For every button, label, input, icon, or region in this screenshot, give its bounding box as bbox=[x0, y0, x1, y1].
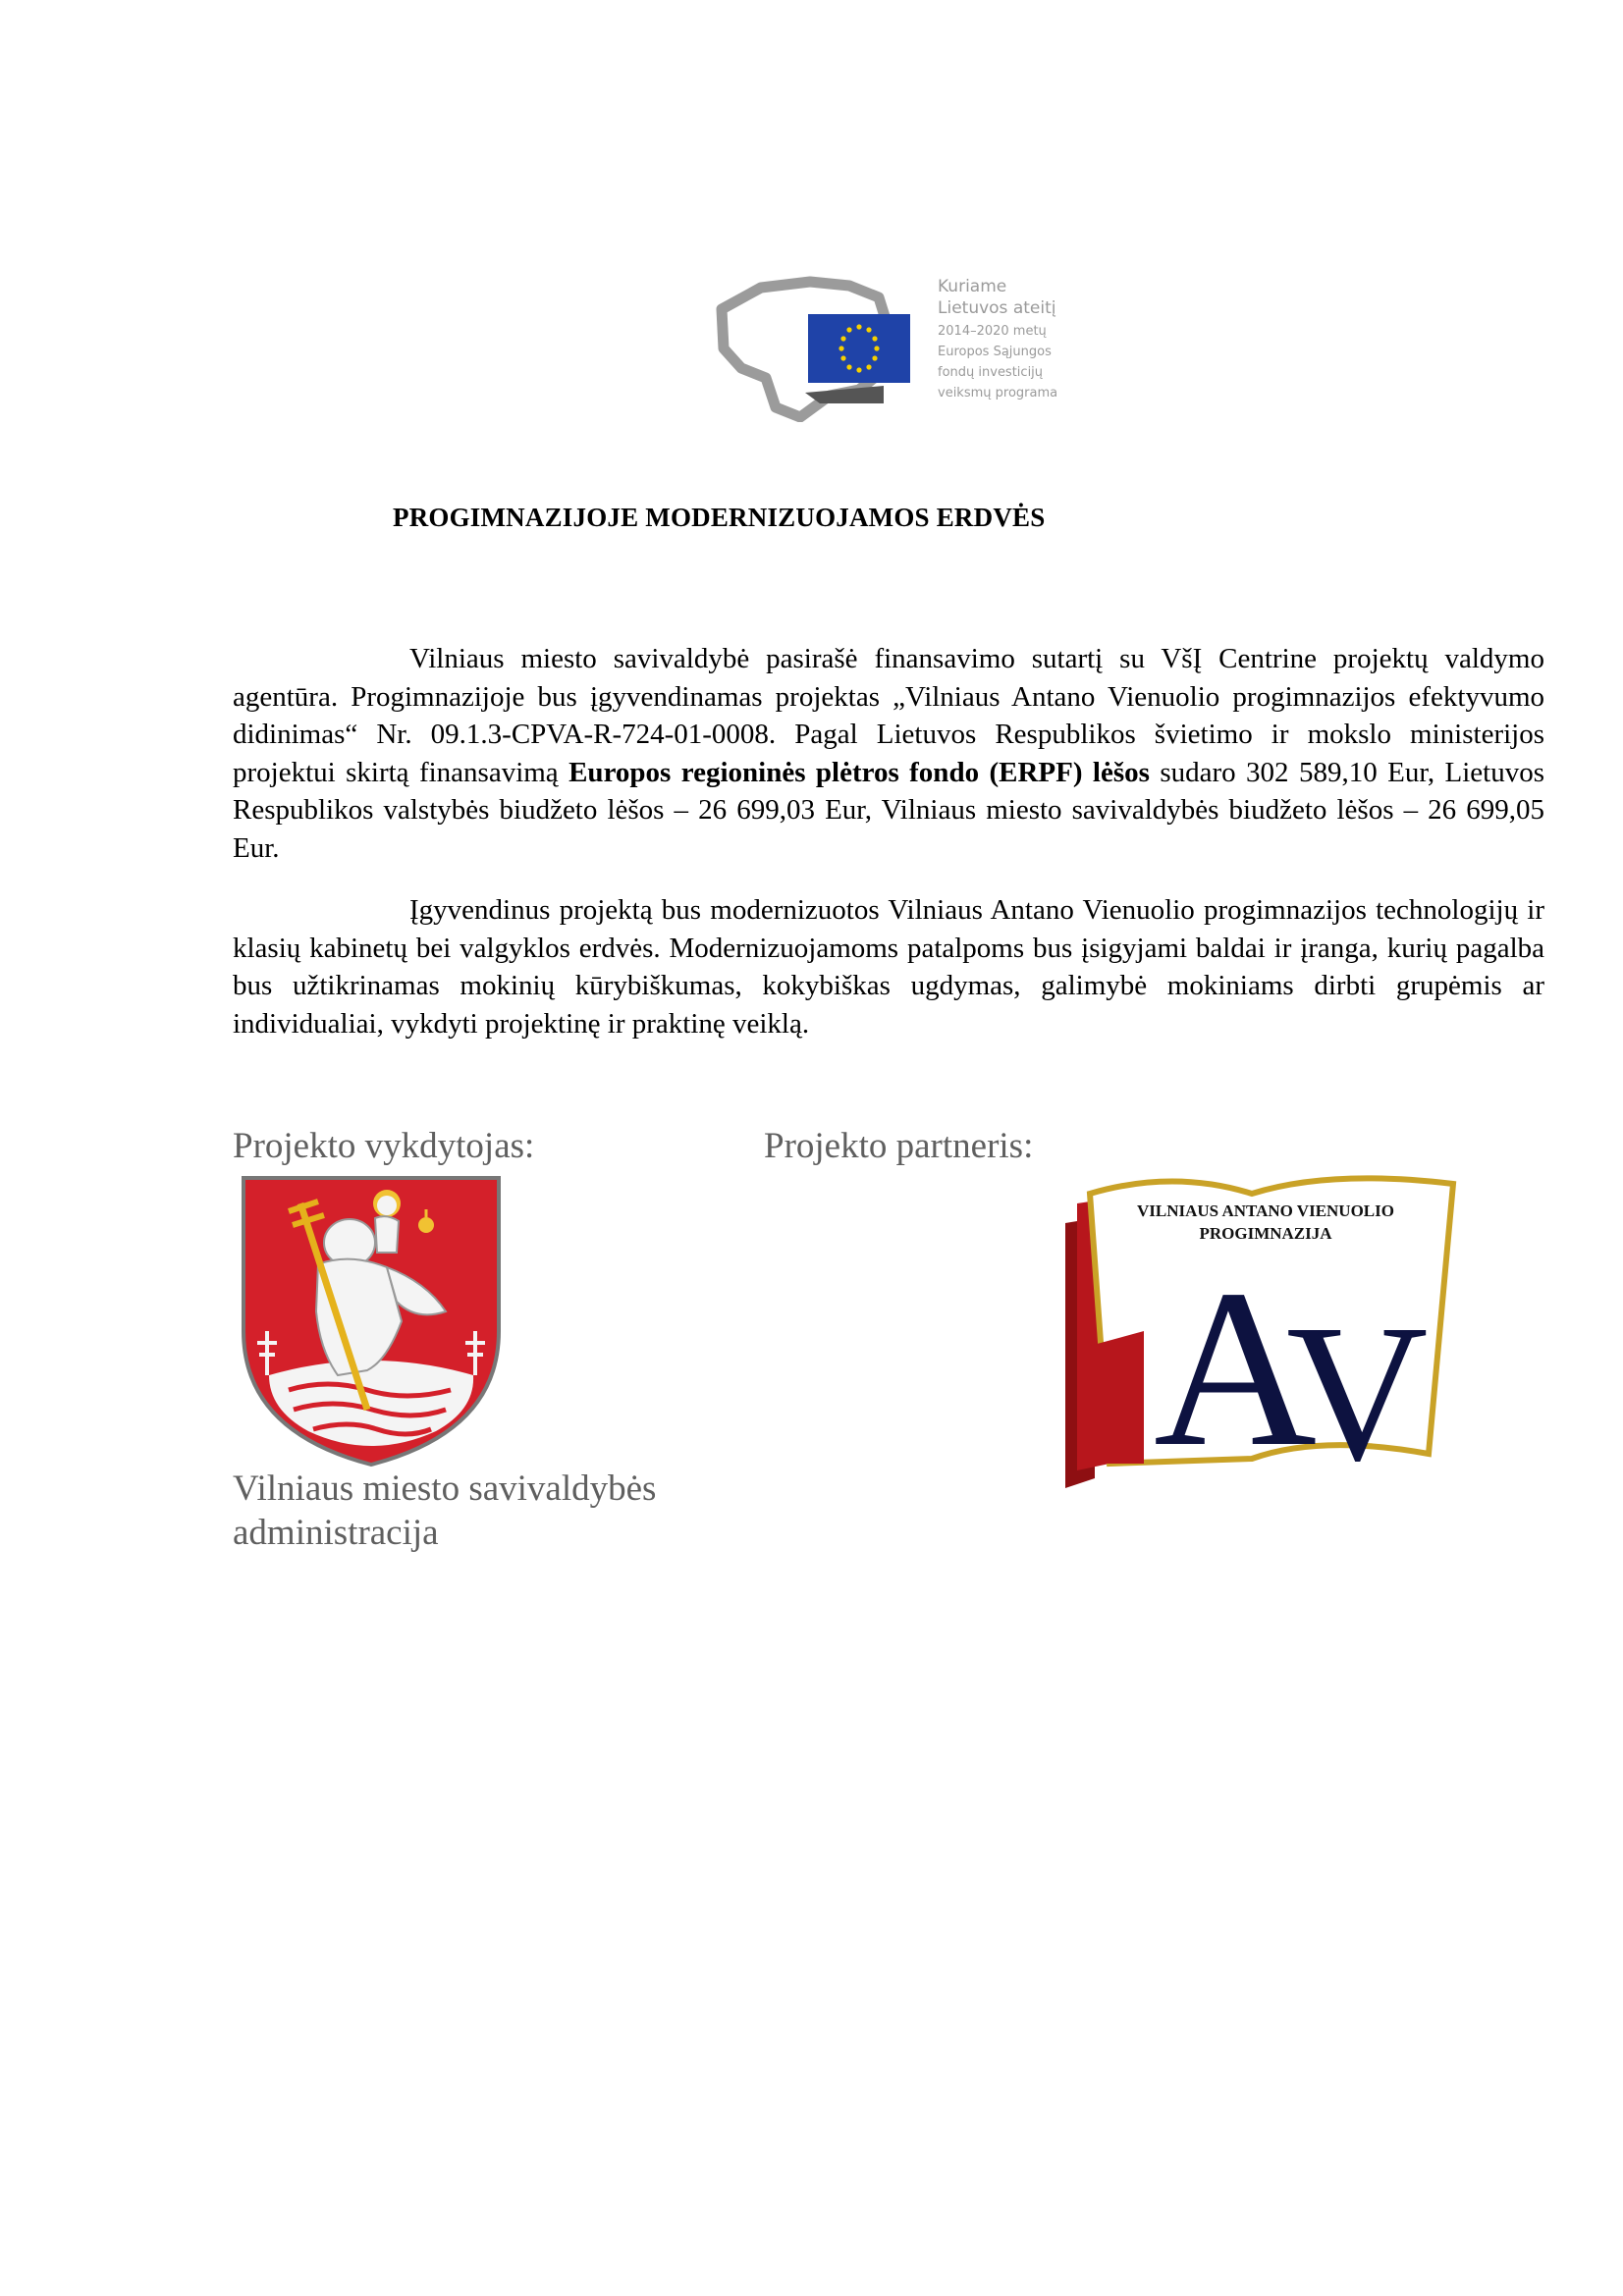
eu-logo-line2: Lietuvos ateitį bbox=[938, 298, 1056, 318]
paragraph-modernization: Įgyvendinus projektą bus modernizuotos Vilniaus Antano Vienuolio progimnazijos technologijų ir klasių kabinetų bei valgyklos erdvės. Modernizuojamoms patalpoms bus įsigyjami baldai ir įranga, kurių pagalba bus užtikrinamas mokinių kūrybiškumas, kokybiškas ugdymas, galimybė mokiniams dirbti grupėmis ar individualiai, vykdyti projektinę ir praktinę veiklą. bbox=[233, 894, 1544, 1040]
paragraph1-text-a: Vilniaus miesto savivaldybė pasirašė finansavimo sutartį su VšĮ Centrine projektų valdymo agentūra. Progimnazijoje bus įgyvendinamas projektas „Vilniaus Antano Vienuolio progimnazijos efektyvumo didinimas“ Nr. 09.1.3-CPVA-R-724-01-0008. Pagal Lietuvos Respublikos švietimo ir mokslo ministerijos projektui skirtą finansavimą bbox=[233, 643, 1544, 788]
school-logo-text bbox=[1118, 1200, 1413, 1245]
eu-logo-line6: veiksmų programa bbox=[938, 386, 1058, 400]
eu-logo-line3: 2014–2020 metų bbox=[938, 324, 1047, 339]
page-title: PROGIMNAZIJOJE MODERNIZUOJAMOS ERDVĖS bbox=[393, 503, 1046, 532]
eu-funds-logo bbox=[712, 270, 1075, 422]
coat-of-arms-icon bbox=[240, 1174, 503, 1468]
school-logo bbox=[1055, 1164, 1468, 1498]
partner-label: Projekto partneris: bbox=[764, 1126, 1034, 1166]
executor-label: Projekto vykdytojas: bbox=[233, 1126, 535, 1166]
svg-text:A: A bbox=[1154, 1243, 1318, 1493]
eu-logo-text bbox=[938, 276, 1095, 401]
eu-logo-line5: fondų investicijų bbox=[938, 365, 1044, 380]
executor-name: Vilniaus miesto savivaldybės administracija bbox=[233, 1468, 657, 1553]
vilnius-coat-of-arms bbox=[240, 1174, 503, 1468]
lithuania-map-icon bbox=[712, 270, 938, 422]
paragraph1-bold-text: Europos regioninės plėtros fondo (ERPF) lėšos bbox=[568, 756, 1150, 788]
eu-logo-line4: Europos Sąjungos bbox=[938, 345, 1052, 359]
paragraph-financing bbox=[233, 640, 1544, 867]
svg-text:V: V bbox=[1286, 1285, 1429, 1498]
paragraph1-text-b: sudaro 302 589,10 Eur, Lietuvos Respublikos valstybės biudžeto lėšos – 26 699,03 Eur, Vilniaus miesto savivaldybės biudžeto lėšos – 26 699,05 Eur. bbox=[233, 756, 1544, 864]
eu-logo-line1: Kuriame bbox=[938, 277, 1007, 296]
school-logo-line2: PROGIMNAZIJA bbox=[1199, 1224, 1332, 1243]
school-logo-line1: VILNIAUS ANTANO VIENUOLIO bbox=[1137, 1201, 1394, 1220]
